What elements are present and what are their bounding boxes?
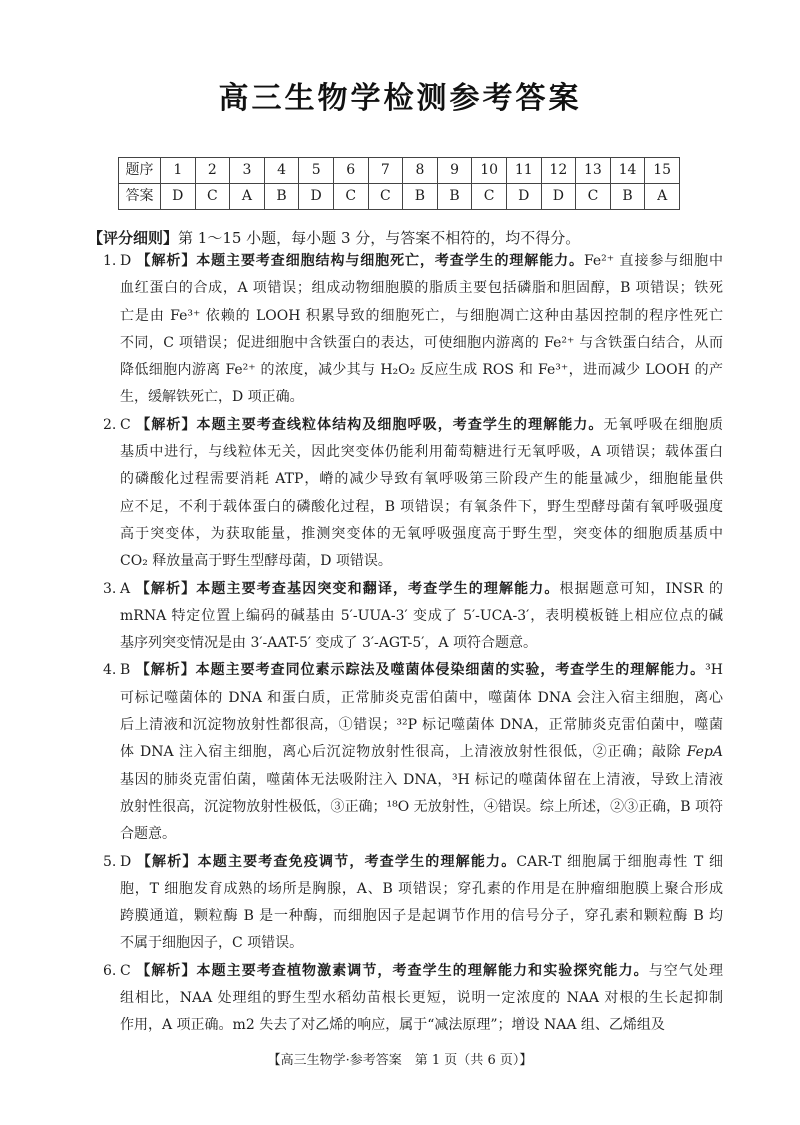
text-line [103, 903, 723, 930]
answer-cell: C [195, 184, 230, 210]
text-line [103, 685, 723, 712]
text-line [103, 303, 723, 330]
item-number: 5. [103, 853, 117, 870]
question-number-cell: 13 [576, 158, 611, 184]
text-line [103, 330, 723, 357]
answer-row [119, 184, 680, 210]
text-segment: 跨膜通道，颗粒酶 B 是一种酶，而细胞因子是起调节作用的信号分子，穿孔素和颗粒酶 B 均 [120, 908, 723, 925]
text-segment: 不属于细胞因子，C 项错误。 [120, 935, 304, 952]
gene-name: FepA [686, 744, 723, 761]
row-label: 答案 [119, 184, 161, 210]
scoring-rule [88, 226, 728, 250]
question-number-cell: 14 [610, 158, 645, 184]
text-segment: 后上清液和沉淀物放射性都很高，①错误；³²P 标记噬菌体 DNA，正常肺炎克雷伯菌中，噬菌 [120, 717, 723, 734]
scoring-rule-label: 【评分细则】 [88, 229, 179, 247]
text-segment: CO₂ 释放量高于野生型酵母菌，D 项错误。 [120, 553, 392, 570]
text-segment: 胞，T 细胞发育成熟的场所是胸腺，A、B 项错误；穿孔素的作用是在肿瘤细胞膜上聚合形成 [120, 880, 723, 897]
text-segment: A [120, 580, 136, 597]
item-number: 2. [103, 416, 117, 433]
text-line [103, 958, 723, 985]
text-segment: 体 DNA 注入宿主细胞，离心后沉淀物放射性很高，上清液放射性很低，②正确；敲除 [120, 744, 687, 761]
question-number-cell: 15 [645, 158, 680, 184]
text-line [103, 849, 723, 876]
analysis-heading: 【解析】本题主要考查免疫调节，考查学生的理解能力。 [136, 853, 517, 870]
answer-cell: B [610, 184, 645, 210]
text-segment: Fe²⁺ 直接参与细胞中 [583, 253, 724, 269]
text-segment: 作用，A 项正确。m2 失去了对乙烯的响应，属于“减法原理”；增设 NAA 组、乙烯组及 [120, 1017, 665, 1034]
text-segment: 亡是由 Fe³⁺ 依赖的 LOOH 积累导致的细胞死亡，与细胞凋亡这种由基因控制的程序性死亡 [120, 307, 723, 324]
text-segment: 基质中进行，与线粒体无关，因此突变体仍能利用葡萄糖进行无氧呼吸，A 项错误；载体蛋白 [120, 444, 723, 461]
text-line [103, 657, 723, 684]
text-line [103, 739, 723, 766]
analysis-heading: 【解析】本题主要考查同位素示踪法及噬菌体侵染细菌的实验，考查学生的理解能力。 [135, 662, 706, 679]
answer-cell: C [368, 184, 403, 210]
text-segment: 基序列突变情况是由 3′-AAT-5′ 变成了 3′-AGT-5′，A 项符合题意。 [120, 635, 537, 652]
text-line [103, 576, 723, 603]
scoring-rule-text: 第 1～15 小题，每小题 3 分，与答案不相符的，均不得分。 [178, 229, 581, 247]
item-number: 6. [103, 962, 117, 979]
text-line [103, 494, 723, 521]
text-line [103, 985, 723, 1012]
text-segment: C [120, 962, 137, 979]
question-number-cell: 11 [506, 158, 541, 184]
answer-table [118, 157, 680, 210]
analysis-heading: 【解析】本题主要考查基因突变和翻译，考查学生的理解能力。 [135, 580, 560, 597]
text-line [103, 412, 723, 439]
answer-cell: D [506, 184, 541, 210]
text-segment: ³H [705, 662, 723, 679]
answer-item [103, 412, 723, 576]
question-number-cell: 7 [368, 158, 403, 184]
text-line [103, 603, 723, 630]
text-segment: 合题意。 [120, 826, 176, 843]
question-number-cell: 1 [161, 158, 196, 184]
answer-item [103, 248, 723, 412]
answer-cell: B [437, 184, 472, 210]
question-number-cell: 8 [403, 158, 438, 184]
answer-cell: C [333, 184, 368, 210]
text-line [103, 630, 723, 657]
question-number-row [119, 158, 680, 184]
text-line [103, 821, 723, 848]
answer-cell: A [645, 184, 680, 210]
text-line [103, 794, 723, 821]
text-segment: C [120, 416, 137, 433]
text-line [103, 712, 723, 739]
analysis-heading: 【解析】本题主要考查线粒体结构及细胞呼吸，考查学生的理解能力。 [136, 416, 604, 433]
text-line [103, 930, 723, 957]
text-segment: CAR-T 细胞属于细胞毒性 T 细 [516, 853, 723, 870]
text-segment: mRNA 特定位置上编码的碱基由 5′-UUA-3′ 变成了 5′-UCA-3′，表明模板链上相应位点的碱 [120, 607, 723, 624]
question-number-cell: 3 [230, 158, 265, 184]
answer-item [103, 849, 723, 958]
answer-cell: B [403, 184, 438, 210]
row-label: 题序 [119, 158, 161, 184]
question-number-cell: 10 [472, 158, 507, 184]
question-number-cell: 4 [264, 158, 299, 184]
answer-cell: C [576, 184, 611, 210]
text-segment: 高于突变体，为获取能量，推测突变体的无氧呼吸强度高于野生型，突变体的细胞质基质中 [120, 525, 723, 542]
analysis-heading: 【解析】本题主要考查细胞结构与细胞死亡，考查学生的理解能力。 [136, 253, 584, 269]
text-segment: 可标记噬菌体的 DNA 和蛋白质，正常肺炎克雷伯菌中，噬菌体 DNA 会注入宿主细胞，离心 [120, 689, 723, 706]
text-segment: 基因的肺炎克雷伯菌，噬菌体无法吸附注入 DNA，³H 标记的噬菌体留在上清液，导致上清液 [120, 771, 723, 788]
question-number-cell: 12 [541, 158, 576, 184]
answer-table-body [119, 158, 680, 210]
answer-item [103, 958, 723, 1040]
text-line [103, 548, 723, 575]
text-segment: 根据题意可知，INSR 的 [559, 580, 724, 597]
answer-explanations [103, 248, 723, 1040]
answer-cell: D [299, 184, 334, 210]
answer-cell: D [541, 184, 576, 210]
answer-cell: D [161, 184, 196, 210]
text-segment: 应不足，不利于载体蛋白的磷酸化过程，B 项错误；有氧条件下，野生型酵母菌有氧呼吸强度 [120, 498, 723, 515]
text-line [103, 876, 723, 903]
answer-cell: A [230, 184, 265, 210]
answer-item [103, 576, 723, 658]
text-line [103, 521, 723, 548]
text-segment: D [120, 253, 137, 269]
text-segment: 不同，C 项错误；促进细胞中含铁蛋白的表达，可使细胞内游离的 Fe²⁺ 与含铁蛋白结合，从而 [120, 334, 723, 351]
text-segment: D [120, 853, 137, 870]
question-number-cell: 2 [195, 158, 230, 184]
text-segment: 生，缓解铁死亡，D 项正确。 [120, 389, 304, 406]
text-line [103, 439, 723, 466]
text-line [103, 248, 723, 275]
text-segment: 与空气处理 [648, 962, 724, 979]
text-line [103, 767, 723, 794]
text-segment: 血红蛋白的合成，A 项错误；组成动物细胞膜的脂质主要包括磷脂和胆固醇，B 项错误；铁死 [120, 280, 723, 297]
text-line [103, 466, 723, 493]
text-segment: 放射性很高，沉淀物放射性极低，③正确；¹⁸O 无放射性，④错误。综上所述，②③正确，B 项符 [120, 798, 723, 815]
text-line [103, 384, 723, 411]
item-number: 4. [103, 662, 117, 679]
answer-cell: C [472, 184, 507, 210]
analysis-heading: 【解析】本题主要考查植物激素调节，考查学生的理解能力和实验探究能力。 [136, 962, 649, 979]
page-footer: 【高三生物学·参考答案 第 1 页（共 6 页）】 [267, 1053, 533, 1068]
text-segment: 组相比，NAA 处理组的野生型水稻幼苗根长更短，说明一定浓度的 NAA 对根的生长起抑制 [120, 990, 723, 1007]
text-line [103, 357, 723, 384]
text-segment: 降低细胞内游离 Fe²⁺ 的浓度，减少其与 H₂O₂ 反应生成 ROS 和 Fe³⁺，进而减少 LOOH 的产 [120, 362, 723, 379]
question-number-cell: 9 [437, 158, 472, 184]
text-segment: 无氧呼吸在细胞质 [603, 416, 724, 433]
text-segment: B [120, 662, 136, 679]
question-number-cell: 5 [299, 158, 334, 184]
answer-cell: B [264, 184, 299, 210]
answer-item [103, 657, 723, 848]
page-title: 高三生物学检测参考答案 [218, 81, 582, 116]
text-line [103, 275, 723, 302]
item-number: 3. [103, 580, 117, 597]
question-number-cell: 6 [333, 158, 368, 184]
text-line [103, 1012, 723, 1039]
item-number: 1. [103, 253, 117, 269]
text-segment: 的磷酸化过程需要消耗 ATP，嵴的减少导致有氧呼吸第三阶段产生的能量减少，细胞能量供 [120, 471, 723, 488]
